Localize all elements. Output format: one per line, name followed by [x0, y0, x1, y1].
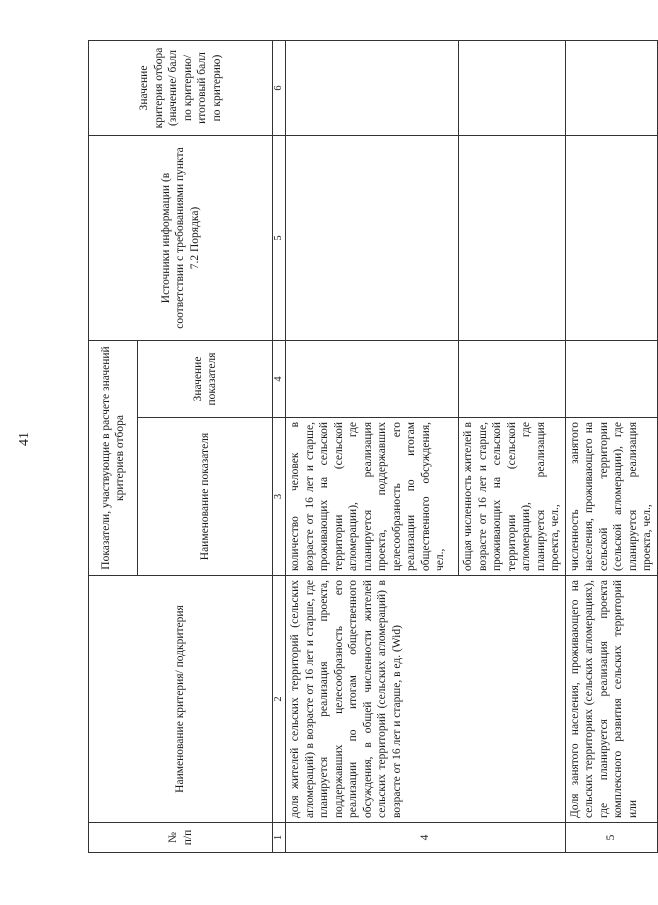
- sources-cell: [459, 136, 566, 341]
- header-indicator-name: Наименование показателя: [138, 418, 273, 576]
- index-cell: 5: [273, 136, 286, 341]
- indicator-value-cell: [565, 341, 657, 418]
- header-criterion: Наименование критерия/ подкритерия: [89, 576, 273, 823]
- header-indicator-value: Значение показателя: [138, 341, 273, 418]
- index-cell: 3: [273, 418, 286, 576]
- row-number: 5: [565, 823, 657, 853]
- index-cell: 2: [273, 576, 286, 823]
- row-number: 4: [286, 823, 566, 853]
- sources-cell: [565, 136, 657, 341]
- indicator-value-cell: [286, 341, 459, 418]
- indicator-name: количество человек в возрасте от 16 лет и старше, проживающих на сельской территории (сельской агломерации), где планируется реализация проекта, поддержавших целесообразность его реализации по итогам общественного обсуждения, чел.,: [286, 418, 459, 576]
- criterion-value-cell: [565, 41, 657, 136]
- table-row: [565, 41, 657, 853]
- sources-cell: [286, 136, 459, 341]
- criteria-table: [88, 40, 658, 853]
- criterion-value-cell: [286, 41, 459, 136]
- criteria-table-rotated: [88, 41, 653, 853]
- indicator-name: общая численность жителей в возрасте от 16 лет и старше, проживающих на сельской территории (сельской агломерации), где планируется реализация проекта, чел.,: [459, 418, 566, 576]
- page-number: 41: [17, 432, 32, 446]
- table-row: [286, 41, 459, 853]
- index-cell: 4: [273, 341, 286, 418]
- header-criterion-value: Значение критерия отбора (значение/ балл по критерию/ итоговый балл по критерию): [89, 41, 273, 136]
- criterion-text: Доля занятого населения, проживающего на сельских территориях (сельских агломерациях), где планируется реализация проекта комплексного развития сельских территорий или: [565, 576, 657, 823]
- indicator-value-cell: [459, 341, 566, 418]
- header-sources: Источники информации (в соответствии с требованиями пункта 7.2 Порядка): [89, 136, 273, 341]
- index-cell: 1: [273, 823, 286, 853]
- indicator-name: численность занятого населения, проживающего на сельской территории (сельской агломерации), где планируется реализация проекта, чел.,: [565, 418, 657, 576]
- header-no: № п/п: [89, 823, 273, 853]
- header-indicators-group: Показатели, участвующие в расчете значений критериев отбора: [89, 341, 138, 576]
- criterion-text: доля жителей сельских территорий (сельских агломераций) в возрасте от 16 лет и старше, где планируется реализация проекта, поддержавших целесообразность его реализации по итогам общественного обсуждения, в общей численности жителей сельских территорий (сельских агломераций) в возрасте от 16 лет и старше, в ед. (Wid): [286, 576, 566, 823]
- index-cell: 6: [273, 41, 286, 136]
- criterion-value-cell: [459, 41, 566, 136]
